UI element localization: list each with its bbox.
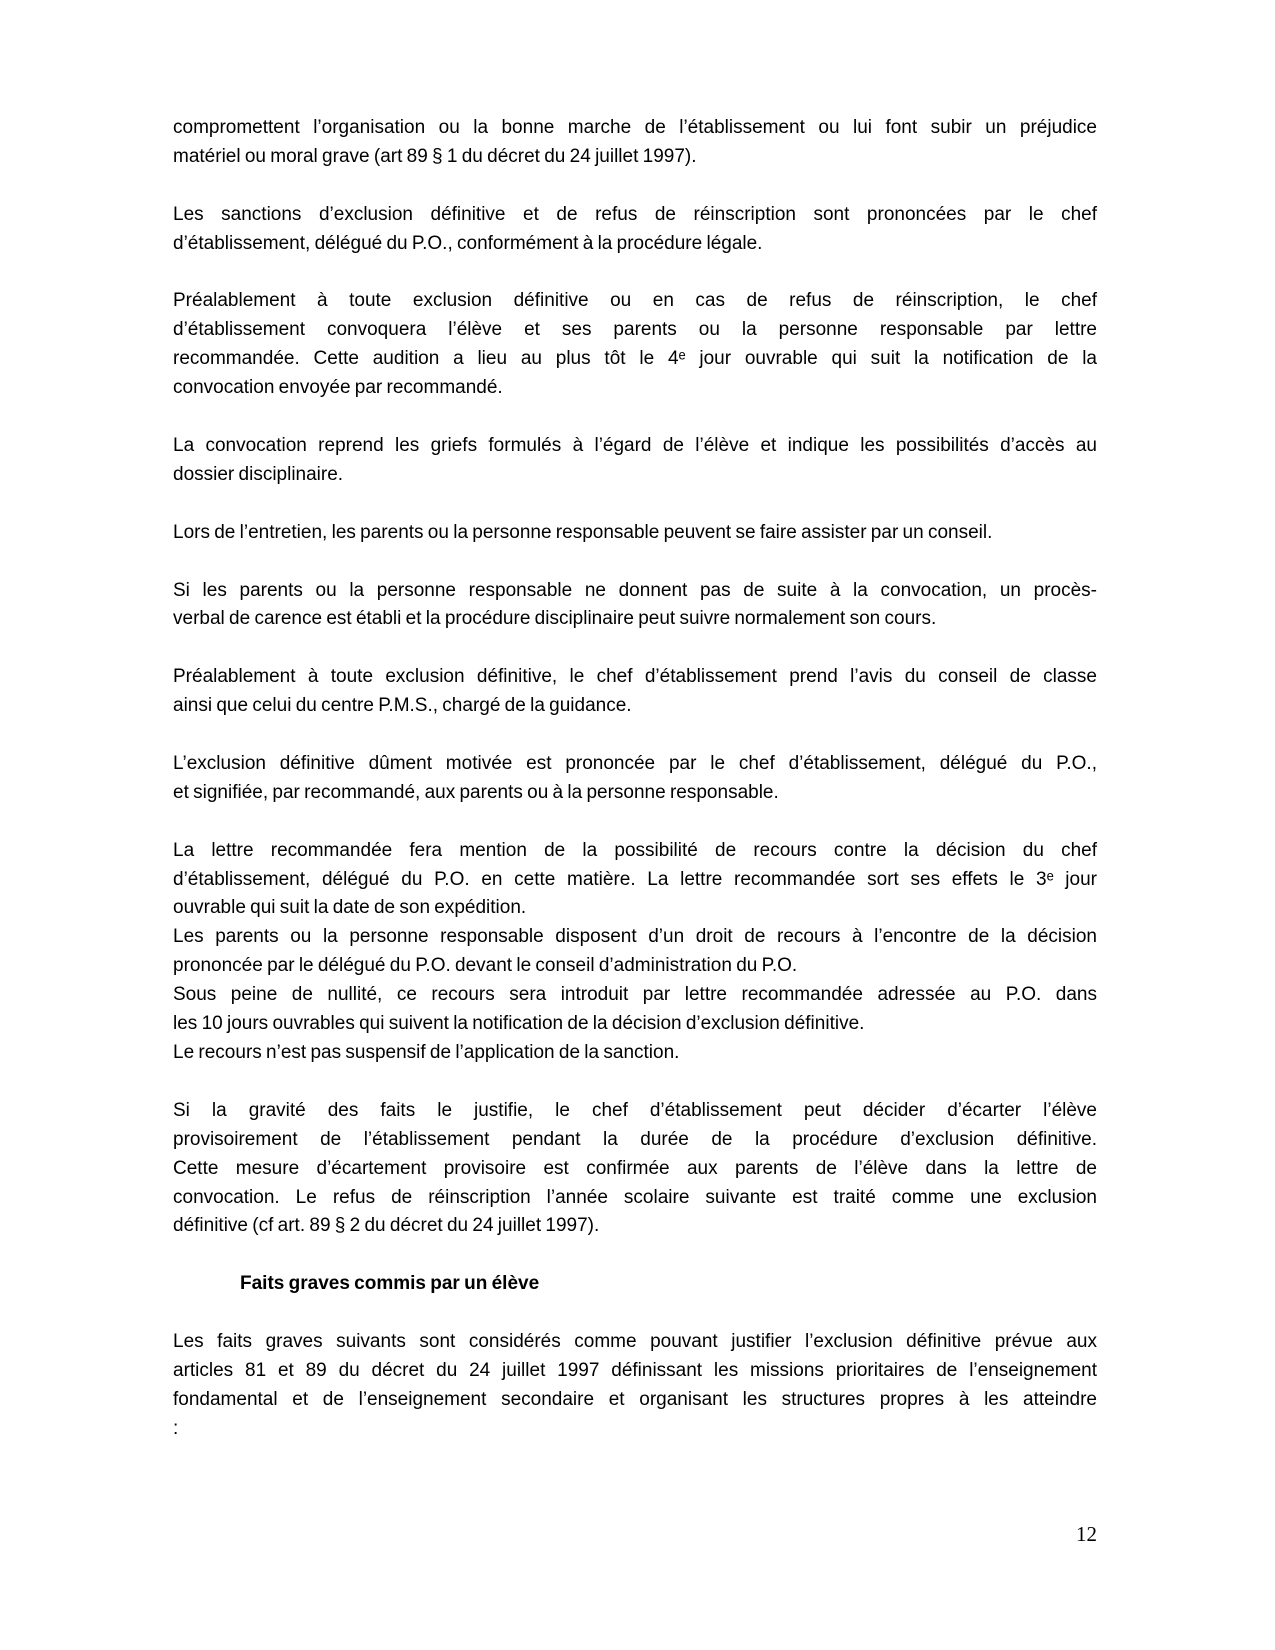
text-line: les 10 jours ouvrables qui suivent la notification de la décision d’exclusion définitive. (173, 1013, 865, 1035)
text-line: Si les parents ou la personne responsable ne donnent pas de suite à la convocation, un procès- (173, 579, 1097, 601)
text-line: verbal de carence est établi et la procédure disciplinaire peut suivre normalement son cours. (173, 608, 937, 630)
text-line: et signifiée, par recommandé, aux parents ou à la personne responsable. (173, 781, 779, 803)
text-line: Lors de l’entretien, les parents ou la personne responsable peuvent se faire assister par un conseil. (173, 521, 993, 543)
paragraph (173, 577, 1097, 635)
text-line: Les parents ou la personne responsable disposent d’un droit de recours à l’encontre de la décision (173, 926, 1097, 948)
text-line: La lettre recommandée fera mention de la possibilité de recours contre la décision du chef (173, 839, 1097, 861)
text-line: Sous peine de nullité, ce recours sera introduit par lettre recommandée adressée au P.O. dans (173, 984, 1097, 1006)
paragraph (173, 750, 1097, 808)
document-body (173, 114, 1097, 1473)
text-line: La convocation reprend les griefs formulés à l’égard de l’élève et indique les possibilités d’accès au (173, 434, 1097, 456)
page-number: 12 (1076, 1522, 1097, 1546)
text-line: ouvrable qui suit la date de son expédition. (173, 897, 527, 919)
text-line: Préalablement à toute exclusion définitive ou en cas de refus de réinscription, le chef (173, 290, 1097, 312)
heading-line: Faits graves commis par un élève (240, 1273, 540, 1295)
text-line: articles 81 et 89 du décret du 24 juillet 1997 définissant les missions prioritaires de l’enseignement (173, 1359, 1097, 1381)
paragraph (173, 287, 1097, 403)
text-line: L’exclusion définitive dûment motivée est prononcée par le chef d’établissement, délégué du P.O., (173, 752, 1097, 774)
text-line: convocation envoyée par recommandé. (173, 377, 503, 399)
text-line: d’établissement, délégué du P.O. en cette matière. La lettre recommandée sort ses effets le 3ᵉ jour (173, 868, 1097, 890)
paragraph (173, 663, 1097, 721)
text-line: fondamental et de l’enseignement secondaire et organisant les structures propres à les atteindre (173, 1388, 1097, 1410)
text-line: matériel ou moral grave (art 89 § 1 du décret du 24 juillet 1997). (173, 145, 697, 167)
text-line: provisoirement de l’établissement pendant la durée de la procédure d’exclusion définitive. (173, 1128, 1097, 1150)
section-heading (173, 1270, 1097, 1299)
text-line: d’établissement, délégué du P.O., conformément à la procédure légale. (173, 232, 763, 254)
text-line: dossier disciplinaire. (173, 463, 344, 485)
text-line: compromettent l’organisation ou la bonne marche de l’établissement ou lui font subir un préjudice (173, 117, 1097, 138)
text-line: définitive (cf art. 89 § 2 du décret du 24 juillet 1997). (173, 1215, 600, 1237)
text-line: Les sanctions d’exclusion définitive et de refus de réinscription sont prononcées par le chef (173, 203, 1097, 225)
text-line: : (173, 1417, 179, 1439)
paragraph (173, 432, 1097, 490)
paragraph (173, 114, 1097, 172)
text-line: ainsi que celui du centre P.M.S., chargé de la guidance. (173, 695, 632, 717)
text-line: recommandée. Cette audition a lieu au plus tôt le 4ᵉ jour ouvrable qui suit la notification de la (173, 348, 1097, 370)
text-line: prononcée par le délégué du P.O. devant le conseil d’administration du P.O. (173, 955, 798, 977)
text-line: d’établissement convoquera l’élève et ses parents ou la personne responsable par lettre (173, 319, 1097, 341)
paragraph (173, 1097, 1097, 1242)
text-line: Le recours n’est pas suspensif de l’application de la sanction. (173, 1042, 680, 1063)
text-line: Cette mesure d’écartement provisoire est confirmée aux parents de l’élève dans la lettre de (173, 1157, 1097, 1179)
text-line: Les faits graves suivants sont considérés comme pouvant justifier l’exclusion définitive prévue aux (173, 1331, 1097, 1353)
paragraph (173, 201, 1097, 259)
text-line: convocation. Le refus de réinscription l’année scolaire suivante est traité comme une exclusion (173, 1186, 1097, 1208)
paragraph (173, 519, 1097, 548)
paragraph (173, 1328, 1097, 1444)
text-line: Si la gravité des faits le justifie, le chef d’établissement peut décider d’écarter l’élève (173, 1099, 1097, 1121)
paragraph (173, 837, 1097, 1068)
text-line: Préalablement à toute exclusion définitive, le chef d’établissement prend l’avis du conseil de classe (173, 666, 1097, 688)
